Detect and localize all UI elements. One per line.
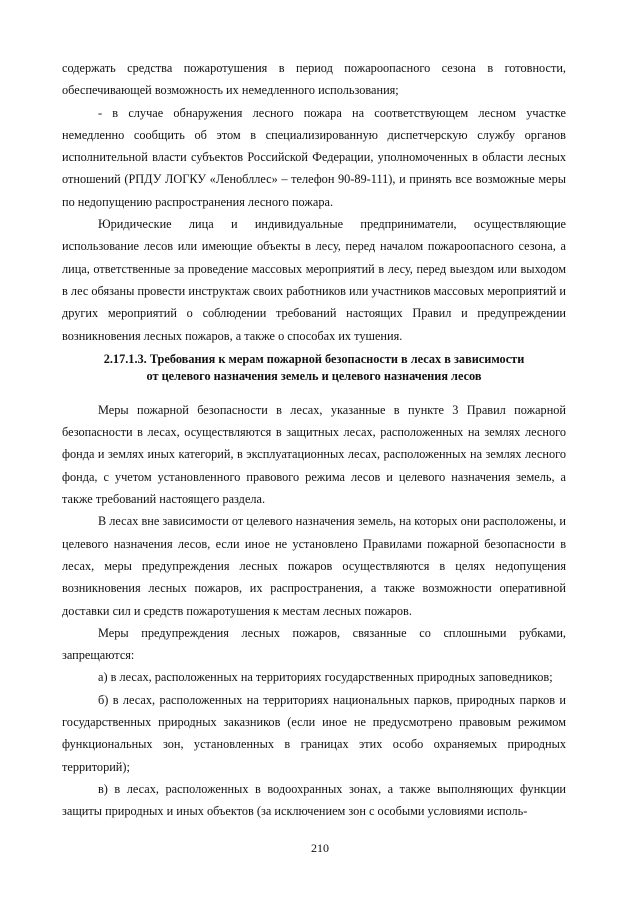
section-heading-line: от целевого назначения земель и целевого назначения лесов <box>146 368 482 383</box>
paragraph: содержать средства пожаротушения в период пожароопасного сезона в готовности, обеспечивающей возможность их немедленного использования; <box>62 61 566 98</box>
paragraph: Юридические лица и индивидуальные предприниматели, осуществляющие использование лесов или имеющие объекты в лесу, перед началом пожароопасного сезона, а лица, ответственные за проведение массовых мероприятий в лесу, перед выездом или выходом в лес обязаны провести инструктаж своих работников или участников массовых мероприятий и других мероприятий о соблюдении требований настоящих Правил и предупреждении возникновения лесных пожаров, а также о способах их тушения. <box>62 217 566 343</box>
page-number: 210 <box>311 841 329 855</box>
list-item: а) в лесах, расположенных на территориях государственных природных заповедников; <box>98 670 553 685</box>
paragraph: Меры пожарной безопасности в лесах, указанные в пункте 3 Правил пожарной безопасности в лесах, осуществляются в защитных лесах, расположенных на землях лесного фонда и землях иных категорий, в эксплуатационных лесах, расположенных на землях лесного фонда, с учетом установленного правового режима лесов и целевого назначения земель, а также требований настоящего раздела. <box>62 402 566 507</box>
list-item: б) в лесах, расположенных на территориях национальных парков, природных парков и государственных природных заказников (если иное не предусмотрено правовым режимом функциональных зон, установленных в границах этих особо охраняемых природных территорий); <box>62 692 566 774</box>
paragraph: - в случае обнаружения лесного пожара на соответствующем лесном участке немедленно сообщить об этом в специализированную диспетчерскую службу органов исполнительной власти субъектов Российской Федерации, уполномоченных в области лесных отношений (РПДУ ЛОГКУ «Ленобллес» – телефон 90-89-111), и принять все возможные меры по недопущению распространения лесного пожара. <box>62 105 566 209</box>
page-body <box>62 57 566 823</box>
list-item: в) в лесах, расположенных в водоохранных зонах, а также выполняющих функции защиты природных и иных объектов (за исключением зон с особыми условиями исполь- <box>62 781 566 819</box>
section-heading <box>62 351 566 385</box>
paragraph: В лесах вне зависимости от целевого назначения земель, на которых они расположены, и целевого назначения лесов, если иное не установлено Правилами пожарной безопасности в лесах, меры предупреждения лесных пожаров осуществляются в целях недопущения возникновения лесных пожаров, их распространения, а также возможности оперативной доставки сил и средств пожаротушения к местам лесных пожаров. <box>62 514 566 618</box>
section-heading-line: 2.17.1.3. Требования к мерам пожарной безопасности в лесах в зависимости <box>103 351 525 366</box>
paragraph: Меры предупреждения лесных пожаров, связанные со сплошными рубками, запрещаются: <box>62 625 566 663</box>
